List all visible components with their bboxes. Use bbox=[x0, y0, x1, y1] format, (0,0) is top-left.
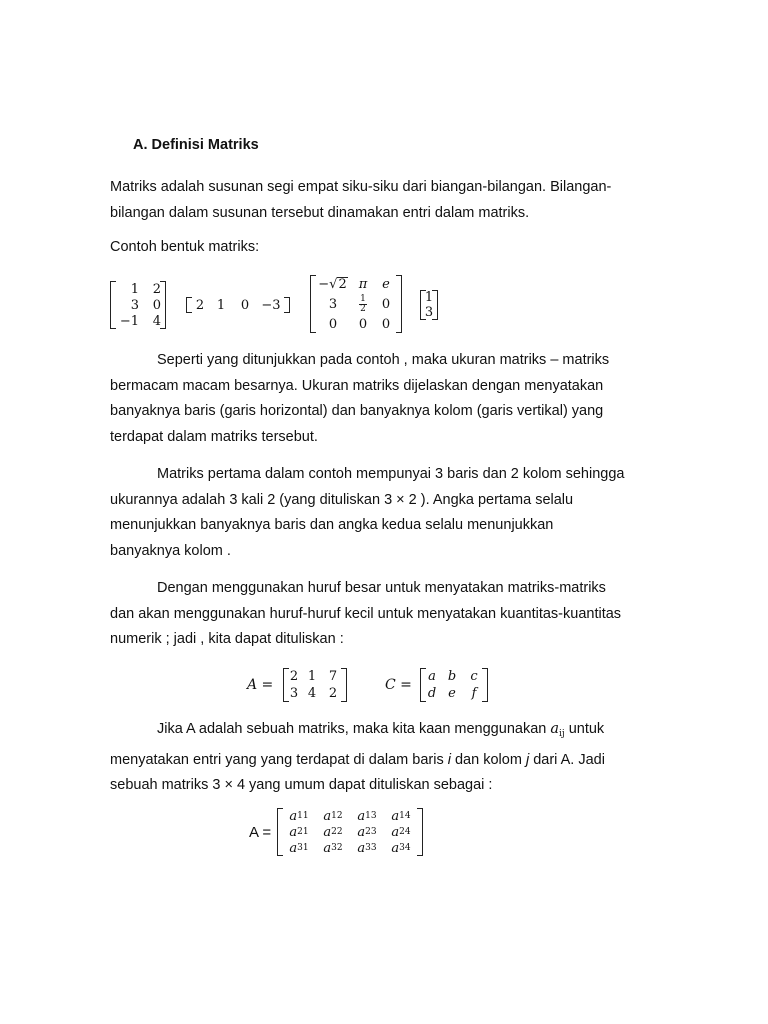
matrix-cell: c bbox=[470, 669, 478, 684]
matrix-cell: d bbox=[427, 686, 437, 701]
matrix-cell: −3 bbox=[261, 297, 281, 313]
matrix-entry: a 21 bbox=[289, 824, 309, 840]
matrix-entry: a 34 bbox=[391, 840, 411, 856]
matrix-entry: a 12 bbox=[323, 808, 343, 824]
text-segment: dari A. Jadi bbox=[529, 751, 605, 768]
section-heading: A. Definisi Matriks bbox=[133, 137, 259, 153]
matrix-cell: 1 bbox=[216, 297, 226, 313]
matrix-cell: 0 bbox=[152, 297, 161, 313]
matrix-cell-neg-sqrt2: − √ 2 bbox=[318, 276, 347, 292]
text-segment: untuk bbox=[564, 721, 605, 737]
matrix-cell: 3 bbox=[424, 305, 434, 320]
matrix-entry: a 33 bbox=[357, 840, 377, 856]
text-line: Contoh bentuk matriks: bbox=[110, 239, 260, 255]
matrix-a bbox=[283, 668, 347, 702]
matrix-cell: f bbox=[471, 686, 477, 701]
text-line: banyaknya baris (garis horizontal) dan banyaknya kolom (garis vertikal) yang bbox=[110, 403, 604, 419]
text-segment: menyatakan entri yang yang terdapat di dalam baris bbox=[110, 751, 448, 768]
matrix-entry: a 13 bbox=[357, 808, 377, 824]
text-line: Dengan menggunakan huruf besar untuk menyatakan matriks-matriks bbox=[157, 580, 606, 596]
matrix-entry: a 11 bbox=[289, 808, 309, 824]
matrix-entry: a 23 bbox=[357, 824, 377, 840]
matrix-cell: 0 bbox=[358, 316, 368, 332]
matrix-entry: a 14 bbox=[391, 808, 411, 824]
matrix-cell: 2 bbox=[195, 297, 205, 313]
matrix-entry: a 31 bbox=[289, 840, 309, 856]
text-line: dan akan menggunakan huruf-huruf kecil untuk menyatakan kuantitas-kuantitas bbox=[110, 605, 622, 622]
matrix-cell: e bbox=[448, 686, 456, 701]
matrix-cell: 3 bbox=[130, 297, 139, 313]
matrix-entry: a 22 bbox=[323, 824, 343, 840]
matrix-cell: 3 bbox=[328, 296, 338, 312]
text-line: banyaknya kolom . bbox=[110, 542, 231, 559]
text-segment: dan kolom bbox=[450, 751, 526, 768]
sqrt-symbol: √ 2 bbox=[329, 276, 347, 292]
row-index-variable: i bbox=[447, 751, 451, 768]
matrix-cell: 1 bbox=[424, 290, 434, 305]
paragraph-size bbox=[110, 348, 670, 450]
matrix-entry: a 32 bbox=[323, 840, 343, 856]
matrix-cell: a bbox=[428, 669, 436, 684]
text-line: sebuah matriks 3 × 4 yang umum dapat dituliskan sebagai : bbox=[110, 777, 493, 793]
matrix-cell: e bbox=[382, 276, 390, 292]
paragraph-first-matrix bbox=[110, 462, 670, 564]
general-matrix-3x4 bbox=[277, 808, 423, 856]
text-line: terdapat dalam matriks tersebut. bbox=[110, 428, 318, 445]
example-matrix-1x4 bbox=[186, 297, 290, 313]
text-line: Matriks adalah susunan segi empat siku-siku dari biangan-bilangan. Bilangan- bbox=[110, 179, 612, 195]
matrix-cell: 0 bbox=[381, 296, 391, 312]
paragraph-definition bbox=[110, 175, 670, 226]
equation-a-label: A = bbox=[247, 677, 274, 693]
matrix-cell: 2 bbox=[289, 669, 299, 684]
matrix-cell: 7 bbox=[328, 669, 338, 684]
matrix-entry: a 24 bbox=[391, 824, 411, 840]
text-line: bermacam macam besarnya. Ukuran matriks dijelaskan dengan menyatakan bbox=[110, 377, 604, 394]
matrix-cell: π bbox=[358, 276, 368, 292]
column-index-variable: j bbox=[525, 751, 530, 768]
matrix-c bbox=[420, 668, 488, 702]
paragraph-notation bbox=[110, 576, 670, 653]
general-matrix-label: A = bbox=[249, 824, 272, 841]
equation-c-label: C = bbox=[385, 677, 412, 693]
paragraph-general-entry bbox=[110, 717, 670, 799]
text-line: numerik ; jadi , kita dapat dituliskan : bbox=[110, 631, 344, 647]
text-line: menunjukkan banyaknya baris dan angka kedua selalu menunjukkan bbox=[110, 517, 554, 533]
matrix-cell: b bbox=[447, 669, 457, 684]
matrix-cell-fraction: $\frac{1}{2}$ bbox=[360, 293, 366, 314]
matrix-cell: −1 bbox=[119, 313, 139, 329]
text-segment: Jika A adalah sebuah matriks, maka kita kaan menggunakan bbox=[157, 721, 551, 737]
matrix-cell: 1 bbox=[307, 669, 317, 684]
text-line: Matriks pertama dalam contoh mempunyai 3 baris dan 2 kolom sehingga bbox=[157, 466, 625, 482]
text-line: ukurannya adalah 3 kali 2 (yang dituliskan 3 × 2 ). Angka pertama selalu bbox=[110, 491, 574, 508]
matrix-cell: 0 bbox=[381, 316, 391, 332]
matrix-cell: 2 bbox=[328, 686, 338, 701]
matrix-cell: 0 bbox=[240, 297, 250, 313]
matrix-cell: 3 bbox=[289, 686, 299, 701]
example-matrix-3x3 bbox=[310, 275, 402, 333]
matrix-cell: 0 bbox=[328, 316, 338, 332]
text-line: bilangan dalam susunan tersebut dinamakan entri dalam matriks. bbox=[110, 204, 530, 221]
matrix-cell: 4 bbox=[152, 313, 161, 329]
matrix-cell: 4 bbox=[307, 686, 317, 701]
example-matrix-2x1 bbox=[420, 290, 438, 320]
matrix-cell: 1 bbox=[130, 281, 139, 297]
matrix-cell: 2 bbox=[152, 281, 161, 297]
example-matrix-3x2 bbox=[110, 281, 166, 329]
paragraph-example-intro bbox=[110, 235, 670, 261]
text-line: Seperti yang ditunjukkan pada contoh , maka ukuran matriks – matriks bbox=[157, 352, 610, 368]
entry-variable: $a_{ij}$ bbox=[550, 721, 565, 739]
